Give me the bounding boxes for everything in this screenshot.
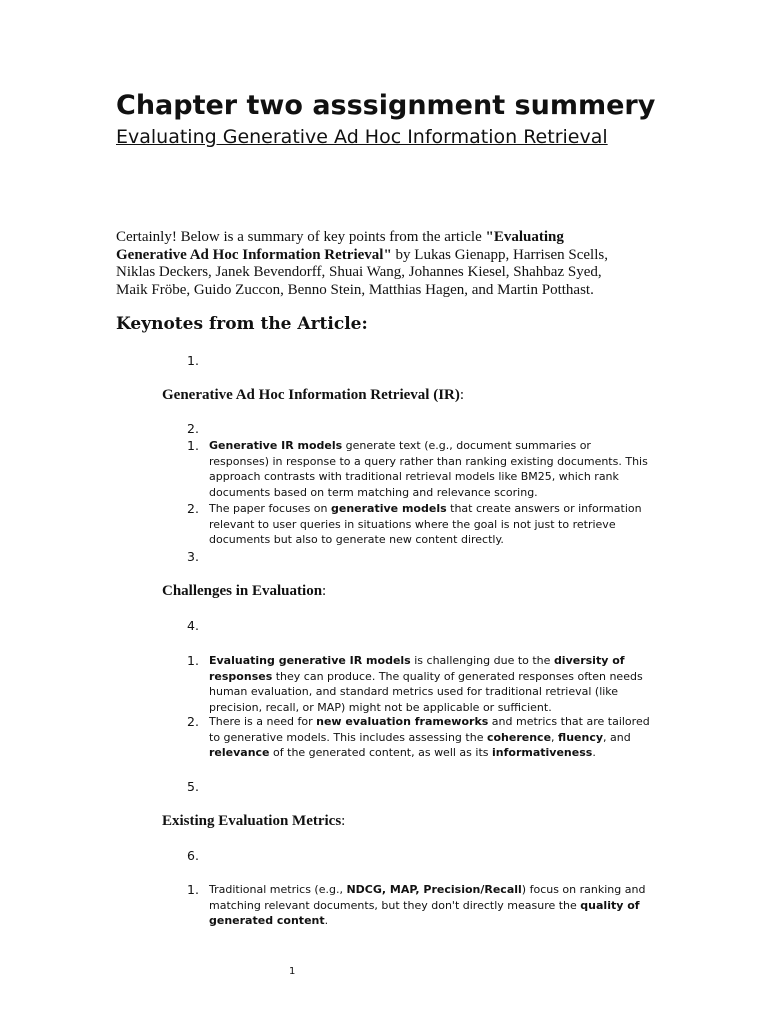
article-title: "Evaluating Generative Ad Hoc Information Retrieval" bbox=[116, 229, 564, 263]
outer-marker-3: 3. bbox=[187, 549, 199, 564]
keynotes-heading: Keynotes from the Article: bbox=[116, 314, 368, 334]
bold-phrase: relevance bbox=[209, 746, 270, 759]
list-item: The paper focuses on generative models that create answers or information relevant to user queries in situations where the goal is not just to retrieve documents but also to generate new content directly. bbox=[209, 502, 642, 546]
intro-paragraph bbox=[116, 229, 636, 299]
page-number: 1 bbox=[289, 966, 296, 977]
section-heading-challenges: Challenges in Evaluation: bbox=[162, 583, 327, 599]
intro-authors: by Lukas Gienapp, Harrisen Scells, Niklas Deckers, Janek Bevendorff, Shuai Wang, Johannes Kiesel, Shahbaz Syed, Maik Fröbe, Guido Zuccon, Benno Stein, Matthias Hagen, and Martin Potthast. bbox=[116, 246, 608, 298]
list-item: Generative IR models generate text (e.g., document summaries or responses) in response to a query rather than ranking existing documents. This approach contrasts with traditional retrieval models like BM25, which rank documents based on term matching and relevance scoring. bbox=[209, 439, 648, 499]
item-number: 1. bbox=[187, 438, 199, 453]
item-number: 1. bbox=[187, 653, 199, 668]
section-heading-generative-ir: Generative Ad Hoc Information Retrieval (IR): bbox=[162, 387, 465, 403]
outer-marker-4: 4. bbox=[187, 618, 199, 633]
intro-lead: Certainly! Below is a summary of key points from the article bbox=[116, 229, 486, 245]
bold-phrase: Evaluating generative IR models bbox=[209, 654, 411, 667]
item-number: 1. bbox=[187, 882, 199, 897]
bold-phrase: coherence bbox=[486, 730, 552, 744]
bold-phrase: new evaluation frameworks bbox=[316, 715, 489, 728]
bold-phrase: informativeness bbox=[492, 746, 593, 759]
outer-marker-2: 2. bbox=[187, 421, 199, 436]
section-heading-existing-metrics: Existing Evaluation Metrics: bbox=[162, 813, 346, 829]
bold-phrase: generative models bbox=[331, 502, 447, 515]
item-number: 2. bbox=[187, 714, 199, 729]
bold-phrase: Generative IR models bbox=[209, 439, 343, 452]
outer-marker-1: 1. bbox=[187, 353, 199, 368]
list-item: Evaluating generative IR models is challenging due to the diversity of responses they can produce. The quality of generated responses often needs human evaluation, and standard metrics used for traditional retrieval (like precision, recall, or MAP) might not be applicable or sufficient. bbox=[209, 654, 643, 714]
outer-marker-5: 5. bbox=[187, 779, 199, 794]
bold-phrase: fluency bbox=[558, 730, 604, 744]
bold-phrase: diversity of responses bbox=[209, 654, 625, 683]
item-number: 2. bbox=[187, 501, 199, 516]
list-item: There is a need for new evaluation frameworks and metrics that are tailored to generative models. This includes assessing the coherence, fluency, and relevance of the generated content, as well as its informativeness. bbox=[209, 715, 650, 759]
bold-phrase: quality of generated content bbox=[209, 898, 640, 927]
document-title: Chapter two asssignment summery bbox=[116, 90, 656, 121]
document-subtitle: Evaluating Generative Ad Hoc Information Retrieval bbox=[116, 126, 608, 148]
outer-marker-6: 6. bbox=[187, 848, 199, 863]
list-item: Traditional metrics (e.g., NDCG, MAP, Precision/Recall) focus on ranking and matching relevant documents, but they don't directly measure the quality of generated content. bbox=[209, 883, 646, 927]
bold-phrase: NDCG, MAP, Precision/Recall bbox=[346, 883, 522, 896]
